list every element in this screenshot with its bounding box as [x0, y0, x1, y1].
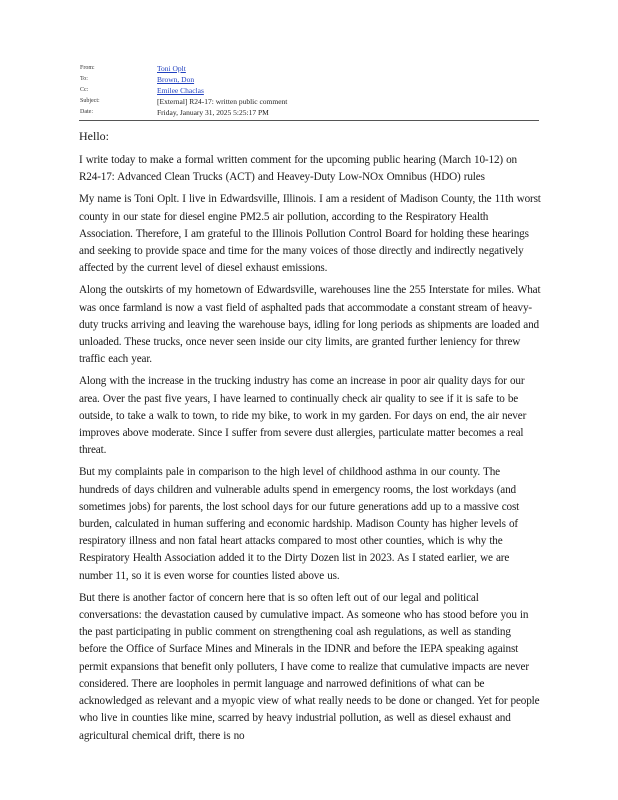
- date-row: [80, 107, 540, 118]
- paragraph-warehouses: Along the outskirts of my hometown of Edwardsville, warehouses line the 255 Interstate for miles. What was once farmland is now a vast field of asphalted pads that accommodate a constant stream of heavy-duty trucks arriving and leaving the warehouse bays, idling for long periods as shipments are loaded and unloaded. These trucks, once never seen inside our city limits, are granted further leniency for threw traffic each year.: [79, 284, 541, 366]
- from-label: From:: [80, 65, 95, 71]
- paragraph-air-quality: Along with the increase in the trucking industry has come an increase in poor air quality days for our area. Over the past five years, I have learned to continually check air quality to see if it is safe to be outside, to take a walk to town, to ride my bike, to work in my garden. For days on end, the air never improves above moderate. Since I suffer from severe dust allergies, particulate matter becomes a real threat.: [79, 375, 527, 457]
- paragraph-asthma: But my complaints pale in comparison to the high level of childhood asthma in our county. The hundreds of days children and vulnerable adults spend in emergency rooms, the lost workdays (and sometimes jobs) for parents, the lost school days for our future generations add up to a massive cost burden, calculated in human suffering and economic hardship. Madison County has higher levels of respiratory illness and non fatal heart attacks compared to most other counties, which is why the Respiratory Health Association added it to the Dirty Dozen list in 2023. As I stated earlier, we are number 11, so it is even worse for counties listed above us.: [79, 466, 520, 582]
- to-row: [80, 74, 540, 85]
- date-value: Friday, January 31, 2025 5:25:17 PM: [157, 108, 269, 117]
- paragraph-intro: I write today to make a formal written comment for the upcoming public hearing (March 10-12) on R24-17: Advanced Clean Trucks (ACT) and Heavey-Duty Low-NOx Omnibus (HDO) rules: [79, 154, 518, 184]
- subject-row: [80, 96, 540, 107]
- paragraph-cumulative-impact: But there is another factor of concern here that is so often left out of our legal and political conversations: the devastation caused by cumulative impact. As someone who has stood before you in the past participating in public comment on strengthening coal ash regulations, as well as standing before the Office of Surface Mines and Minerals in the IDNR and before the IEPA speaking against permit expansions that benefit only polluters, I have come to realize that cumulative impacts are never considered. There are loopholes in permit language and narrowed definitions of what can be acknowledged as relevant and a myopic view of what really needs to be done or changed. Yet for people who live in counties like mine, scarred by heavy industrial pollution, as well as diesel exhaust and agricultural chemical drift, there is no: [79, 591, 540, 742]
- cc-row: [80, 85, 540, 96]
- cc-link[interactable]: Emilee Chaclas: [157, 86, 204, 95]
- email-header: [80, 63, 540, 118]
- date-label: Date:: [80, 109, 93, 115]
- header-divider: [79, 120, 539, 121]
- paragraph-resident: My name is Toni Oplt. I live in Edwardsville, Illinois. I am a resident of Madison County, the 11th worst county in our state for diesel engine PM2.5 air pollution, according to the Respiratory Health Association. Therefore, I am grateful to the Illinois Pollution Control Board for holding these hearings and seeking to provide space and time for the many voices of those directly and indirectly negatively affected by the current level of diesel exhaust emissions.: [79, 193, 541, 275]
- to-label: To:: [80, 76, 88, 82]
- subject-label: Subject:: [80, 98, 100, 104]
- email-body: [79, 128, 541, 750]
- greeting: Hello:: [79, 129, 109, 143]
- to-link[interactable]: Brown, Don: [157, 75, 195, 84]
- cc-label: Cc:: [80, 87, 89, 93]
- subject-value: [External] R24-17: written public comment: [157, 97, 288, 106]
- from-link[interactable]: Toni Oplt: [157, 64, 186, 73]
- from-row: [80, 63, 540, 74]
